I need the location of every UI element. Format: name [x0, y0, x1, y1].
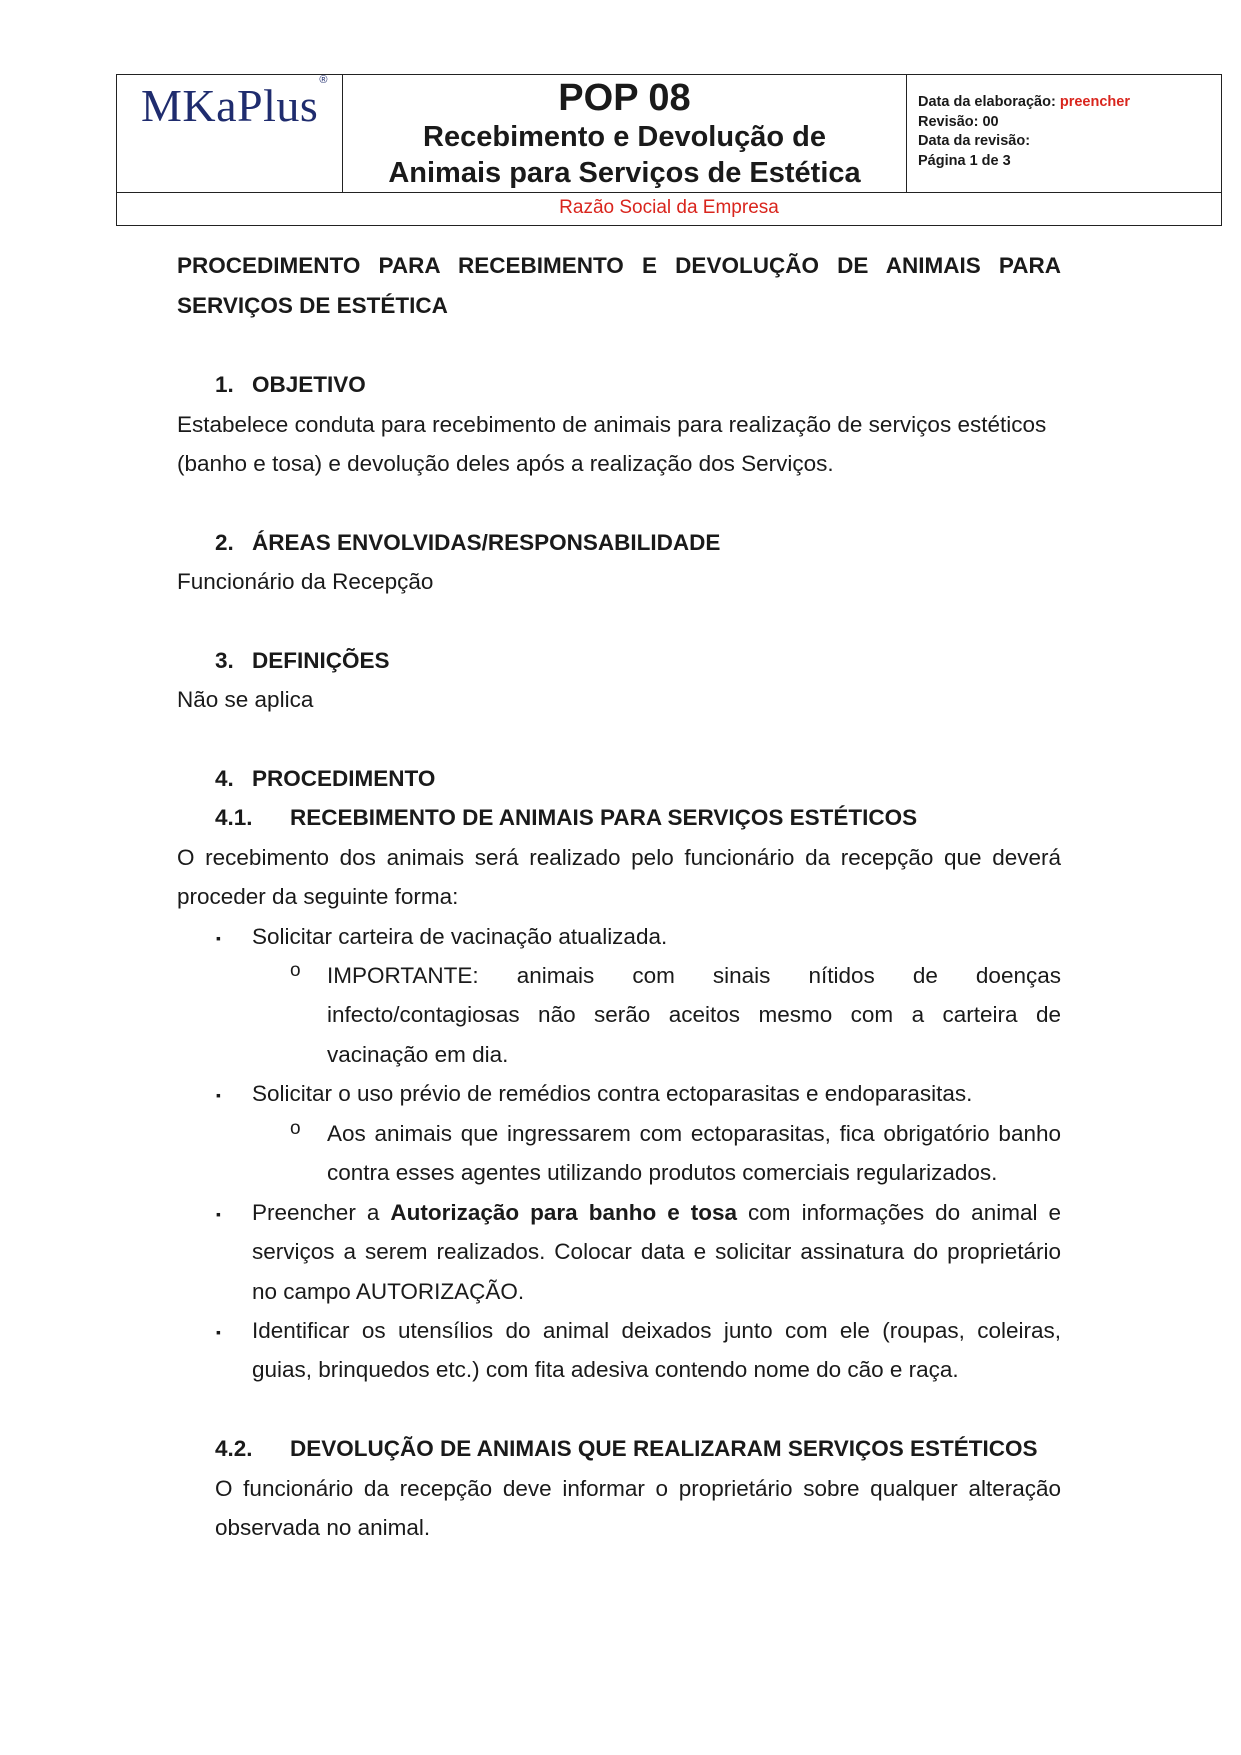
bullet-2-sub-line-2: contra esses agentes utilizando produtos comerciais regularizados. — [327, 1160, 998, 1185]
bullet-2-square-icon: ▪ — [216, 1087, 221, 1103]
section-4-2-number: 4.2. — [215, 1436, 253, 1461]
bullet-1-square-icon: ▪ — [216, 930, 221, 946]
main-title-line-2: SERVIÇOS DE ESTÉTICA — [177, 293, 448, 318]
bullet-1-sub-line-2: infecto/contagiosas não serão aceitos mesmo com a carteira de — [327, 1002, 1061, 1027]
meta-cell — [907, 75, 1221, 192]
section-1-text-line-1: Estabelece conduta para recebimento de animais para realização de serviços estéticos — [177, 412, 1047, 437]
company-name: Razão Social da Empresa — [559, 197, 779, 218]
section-1-number: 1. — [215, 372, 234, 397]
bullet-1-sub-line-1: IMPORTANTE: animais com sinais nítidos de doenças — [327, 963, 1061, 988]
section-1-heading: OBJETIVO — [252, 372, 366, 397]
title-cell — [343, 75, 907, 192]
section-2-text: Funcionário da Recepção — [177, 569, 434, 594]
bullet-4-line-1: Identificar os utensílios do animal deixados junto com ele (roupas, coleiras, — [252, 1318, 1061, 1343]
bullet-3-line-2: serviços a serem realizados. Colocar data e solicitar assinatura do proprietário — [252, 1239, 1061, 1264]
bullet-4-line-2: guias, brinquedos etc.) com fita adesiva contendo nome do cão e raça. — [252, 1357, 959, 1382]
bullet-2-sub-line-1: Aos animais que ingressarem com ectoparasitas, fica obrigatório banho — [327, 1121, 1061, 1146]
section-4-heading: PROCEDIMENTO — [252, 766, 436, 791]
section-4-2-heading: DEVOLUÇÃO DE ANIMAIS QUE REALIZARAM SERVIÇOS ESTÉTICOS — [290, 1436, 1038, 1461]
logo-cell — [117, 75, 343, 192]
document-header — [116, 74, 1222, 226]
bullet-3-pre: Preencher a — [252, 1200, 380, 1225]
bullet-3-line-3: no campo AUTORIZAÇÃO. — [252, 1279, 525, 1304]
logo-text: MKaPlus — [141, 80, 319, 131]
bullet-1-text: Solicitar carteira de vacinação atualizada. — [252, 924, 668, 949]
registered-mark: ® — [319, 73, 328, 86]
section-4-1-number: 4.1. — [215, 805, 253, 830]
page-number: Página 1 de 3 — [918, 152, 1011, 169]
section-4-1-intro-line-1: O recebimento dos animais será realizado pelo funcionário da recepção que deverá — [177, 845, 1061, 870]
section-3-heading: DEFINIÇÕES — [252, 648, 390, 673]
section-4-1-heading: RECEBIMENTO DE ANIMAIS PARA SERVIÇOS ESTÉTICOS — [290, 805, 918, 830]
authorization-form-name: Autorização para banho e tosa — [390, 1200, 738, 1225]
section-4-2-text-line-1: O funcionário da recepção deve informar o proprietário sobre qualquer alteração — [215, 1476, 1061, 1501]
bullet-2-sub-circle-icon: o — [290, 1118, 301, 1139]
bullet-1-sub-circle-icon: o — [290, 960, 301, 981]
section-4-2-text-line-2: observada no animal. — [215, 1515, 431, 1540]
elaboration-label: Data da elaboração: — [918, 94, 1056, 110]
main-title-line-1: PROCEDIMENTO PARA RECEBIMENTO E DEVOLUÇÃO DE ANIMAIS PARA — [177, 253, 1061, 278]
section-1-text-line-2: (banho e tosa) e devolução deles após a realização dos Serviços. — [177, 451, 834, 476]
section-2-number: 2. — [215, 530, 234, 555]
bullet-4-square-icon: ▪ — [216, 1324, 221, 1340]
section-3-number: 3. — [215, 648, 234, 673]
elaboration-date — [918, 93, 1221, 113]
company-logo — [141, 73, 328, 132]
section-4-1-intro-line-2: proceder da seguinte forma: — [177, 884, 459, 909]
section-3-text: Não se aplica — [177, 687, 314, 712]
doc-title-line-1: Recebimento e Devolução de — [423, 121, 826, 153]
header-top-row — [117, 75, 1221, 193]
bullet-1-sub-line-3: vacinação em dia. — [327, 1042, 509, 1067]
section-4-number: 4. — [215, 766, 234, 791]
bullet-3-square-icon: ▪ — [216, 1206, 221, 1222]
pop-code: POP 08 — [558, 77, 691, 119]
revision: Revisão: 00 — [918, 113, 999, 130]
bullet-3-post: com informações do animal e — [748, 1200, 1061, 1225]
bullet-3-line-1 — [252, 1193, 1061, 1233]
revision-date: Data da revisão: — [918, 133, 1031, 149]
doc-title-line-2: Animais para Serviços de Estética — [388, 157, 861, 189]
bullet-2-text: Solicitar o uso prévio de remédios contra ectoparasitas e endoparasitas. — [252, 1081, 973, 1106]
section-2-heading: ÁREAS ENVOLVIDAS/RESPONSABILIDADE — [252, 530, 721, 555]
elaboration-value: preencher — [1059, 94, 1130, 110]
